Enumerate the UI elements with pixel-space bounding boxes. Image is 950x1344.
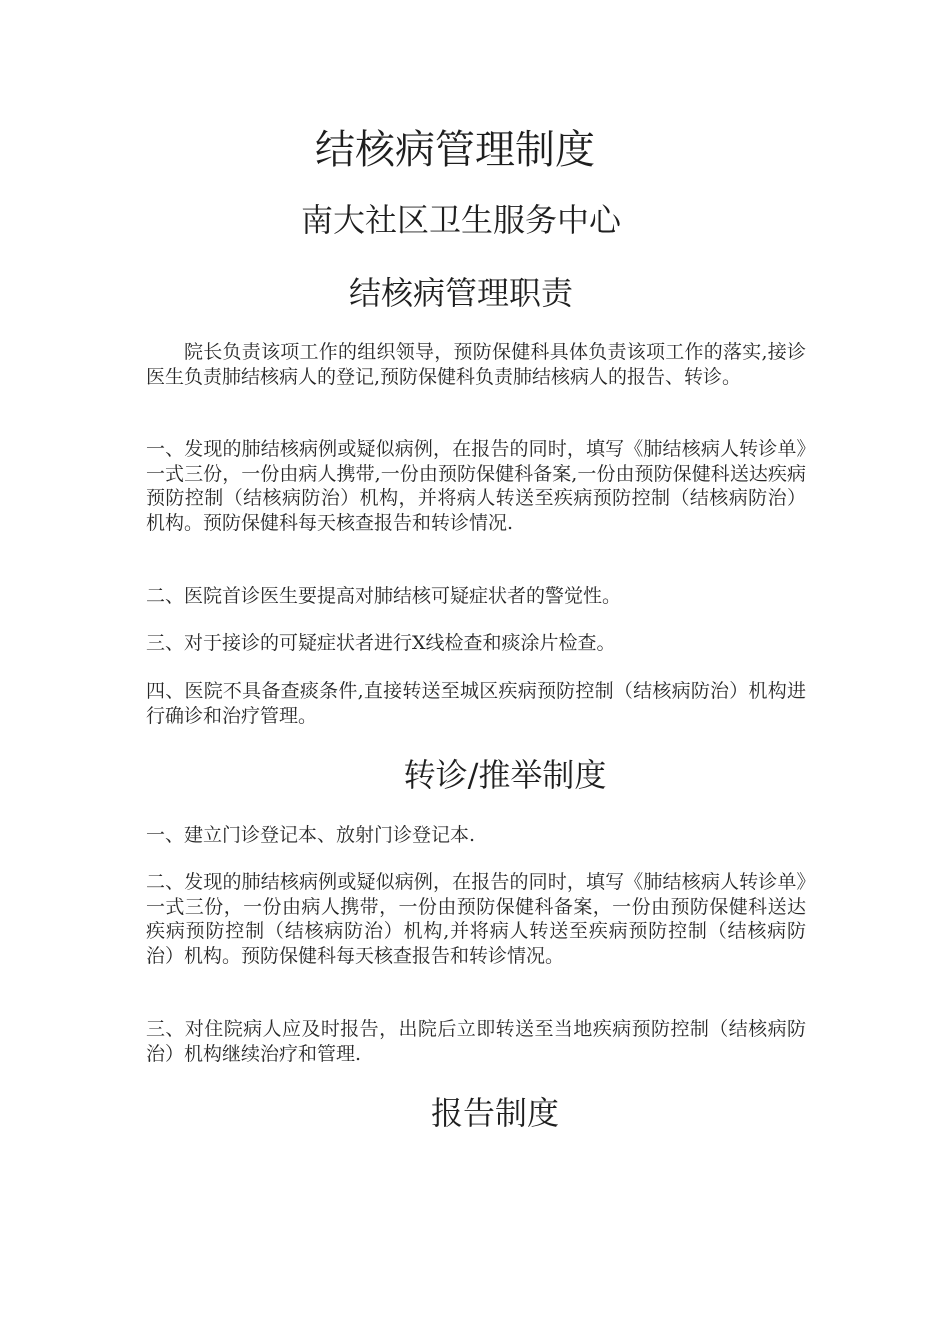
organization-name: 南大社区卫生服务中心 xyxy=(300,201,621,239)
section-heading-report: 报告制度 xyxy=(430,1094,559,1132)
duty-intro-paragraph: 院长负责该项工作的组织领导，预防保健科具体负责该项工作的落实,接诊医生负责肺结核病人的登记,预防保健科负责肺结核病人的报告、转诊。 xyxy=(146,341,806,388)
referral-item-2: 二、发现的肺结核病例或疑似病例，在报告的同时，填写《肺结核病人转诊单》一式三份，一份由病人携带，一份由预防保健科备案，一份由预防保健科送达疾病预防控制（结核病防治）机构,并将病人转送至疾病预防控制（结核病防治）机构。预防保健科每天核查报告和转诊情况。 xyxy=(146,871,806,967)
document-title: 结核病管理制度 xyxy=(315,127,595,173)
duty-item-2: 二、医院首诊医生要提高对肺结核可疑症状者的警觉性。 xyxy=(146,585,622,607)
referral-item-1: 一、建立门诊登记本、放射门诊登记本. xyxy=(146,824,476,846)
duty-item-1: 一、发现的肺结核病例或疑似病例，在报告的同时，填写《肺结核病人转诊单》一式三份，一份由病人携带,一份由预防保健科备案,一份由预防保健科送达疾病预防控制（结核病防治）机构，并将病人转送至疾病预防控制（结核病防治）机构。预防保健科每天核查报告和转诊情况. xyxy=(146,438,806,534)
duty-item-4: 四、医院不具备查痰条件,直接转送至城区疾病预防控制（结核病防治）机构进行确诊和治疗管理。 xyxy=(146,680,806,727)
section-heading-duty: 结核病管理职责 xyxy=(348,274,573,312)
duty-item-3: 三、对于接诊的可疑症状者进行X线检查和痰涂片检查。 xyxy=(146,632,616,654)
referral-item-3: 三、对住院病人应及时报告，出院后立即转送至当地疾病预防控制（结核病防治）机构继续治疗和管理. xyxy=(146,1018,806,1065)
section-heading-referral: 转诊/推举制度 xyxy=(403,756,607,794)
